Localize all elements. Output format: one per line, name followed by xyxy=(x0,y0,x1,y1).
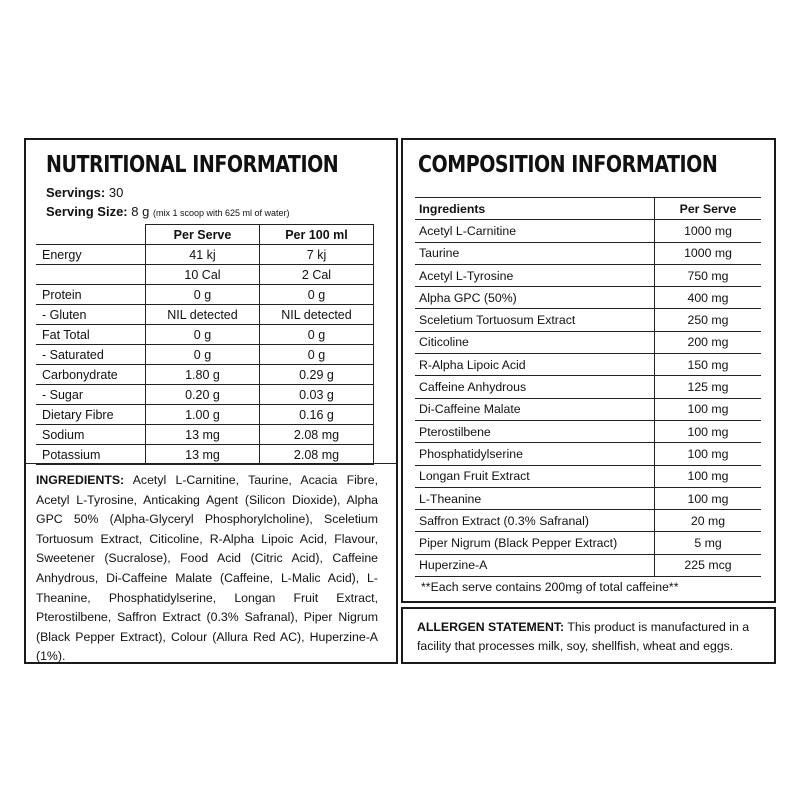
per-100ml-value: 0 g xyxy=(260,345,374,365)
ingredient-amount: 225 mcg xyxy=(655,554,762,576)
ingredient-name: Acetyl L-Carnitine xyxy=(415,220,655,242)
serving-size-line xyxy=(46,204,290,219)
nutrient-name: - Saturated xyxy=(36,345,146,365)
composition-row xyxy=(415,287,761,309)
per-serve-value: 1.00 g xyxy=(146,405,260,425)
ingredients-block xyxy=(36,471,378,667)
composition-table xyxy=(415,197,761,577)
composition-row xyxy=(415,465,761,487)
nutritional-information-panel xyxy=(24,138,398,664)
composition-row xyxy=(415,264,761,286)
composition-title: COMPOSITION INFORMATION xyxy=(418,152,718,178)
per-100ml-value: 2.08 mg xyxy=(260,425,374,445)
ingredient-name: Sceletium Tortuosum Extract xyxy=(415,309,655,331)
serving-size-value: 8 g xyxy=(131,204,150,219)
ingredient-amount: 150 mg xyxy=(655,354,762,376)
nutrition-row xyxy=(36,245,374,265)
nutrition-row xyxy=(36,285,374,305)
ingredient-amount: 100 mg xyxy=(655,398,762,420)
serving-size-label: Serving Size: xyxy=(46,204,128,219)
per-100ml-value: 0.03 g xyxy=(260,385,374,405)
composition-header-per-serve: Per Serve xyxy=(655,198,762,220)
ingredient-name: Huperzine-A xyxy=(415,554,655,576)
nutrient-name xyxy=(36,265,146,285)
ingredient-name: Piper Nigrum (Black Pepper Extract) xyxy=(415,532,655,554)
servings-value: 30 xyxy=(108,185,124,200)
per-100ml-value: 7 kj xyxy=(260,245,374,265)
ingredient-name: Pterostilbene xyxy=(415,420,655,442)
ingredient-name: Di-Caffeine Malate xyxy=(415,398,655,420)
nutrition-row xyxy=(36,425,374,445)
composition-row xyxy=(415,532,761,554)
ingredient-name: Citicoline xyxy=(415,331,655,353)
ingredient-name: Caffeine Anhydrous xyxy=(415,376,655,398)
ingredient-amount: 100 mg xyxy=(655,420,762,442)
nutrition-header-row xyxy=(36,225,374,245)
nutrition-row xyxy=(36,305,374,325)
nutrition-row xyxy=(36,365,374,385)
per-100ml-value: 0 g xyxy=(260,325,374,345)
nutrition-row xyxy=(36,405,374,425)
composition-row xyxy=(415,420,761,442)
ingredient-amount: 20 mg xyxy=(655,510,762,532)
per-serve-value: 0 g xyxy=(146,325,260,345)
per-100ml-value: 2 Cal xyxy=(260,265,374,285)
per-serve-value: 0 g xyxy=(146,285,260,305)
per-100ml-value: 0 g xyxy=(260,285,374,305)
nutrition-title: NUTRITIONAL INFORMATION xyxy=(46,152,339,178)
nutrient-name: - Gluten xyxy=(36,305,146,325)
composition-row xyxy=(415,443,761,465)
per-100ml-value: 2.08 mg xyxy=(260,445,374,465)
caffeine-note: **Each serve contains 200mg of total caffeine** xyxy=(421,580,679,594)
per-serve-value: 1.80 g xyxy=(146,365,260,385)
nutrient-name: Carbonydrate xyxy=(36,365,146,385)
ingredients-text: Acetyl L-Carnitine, Taurine, Acacia Fibre, Acetyl L-Tyrosine, Anticaking Agent (Silicon Dioxide), Alpha GPC 50% (Alpha-Glyceryl Phosphorylcholine), Sceletium Tortuosum Extract, Citicoline, R-Alpha Lipoic Acid, Flavour, Sweetener (Sucralose), Food Acid (Citric Acid), Caffeine Anhydrous, Di-Caffeine Malate (Caffeine, L-Malic Acid), L-Theanine, Phosphatidylserine, Longan Fruit Extract, Pterostilbene, Saffron Extract (0.3% Safranal), Piper Nigrum (Black Pepper Extract), Colour (Allura Red AC), Huperzine-A (1%). xyxy=(36,473,378,664)
composition-row xyxy=(415,487,761,509)
per-100ml-value: 0.29 g xyxy=(260,365,374,385)
per-100ml-value: NIL detected xyxy=(260,305,374,325)
per-serve-value: 0 g xyxy=(146,345,260,365)
composition-header-row xyxy=(415,198,761,220)
nutrition-table xyxy=(36,224,374,465)
ingredient-amount: 5 mg xyxy=(655,532,762,554)
per-100ml-value: 0.16 g xyxy=(260,405,374,425)
per-serve-value: 41 kj xyxy=(146,245,260,265)
composition-row xyxy=(415,242,761,264)
composition-row xyxy=(415,510,761,532)
ingredient-amount: 125 mg xyxy=(655,376,762,398)
composition-row xyxy=(415,309,761,331)
allergen-statement-panel xyxy=(401,607,776,664)
nutrient-name: Protein xyxy=(36,285,146,305)
nutrient-name: Potassium xyxy=(36,445,146,465)
per-serve-value: 0.20 g xyxy=(146,385,260,405)
nutrition-row xyxy=(36,445,374,465)
allergen-statement xyxy=(417,618,762,656)
composition-row xyxy=(415,354,761,376)
ingredient-amount: 200 mg xyxy=(655,331,762,353)
allergen-label: ALLERGEN STATEMENT: xyxy=(417,620,565,634)
nutrient-name: - Sugar xyxy=(36,385,146,405)
ingredients-label: INGREDIENTS: xyxy=(36,473,125,487)
ingredient-amount: 400 mg xyxy=(655,287,762,309)
ingredient-name: R-Alpha Lipoic Acid xyxy=(415,354,655,376)
nutrient-name: Sodium xyxy=(36,425,146,445)
composition-row xyxy=(415,376,761,398)
per-serve-value: 10 Cal xyxy=(146,265,260,285)
servings-line xyxy=(46,185,123,200)
ingredient-amount: 750 mg xyxy=(655,264,762,286)
ingredient-name: Acetyl L-Tyrosine xyxy=(415,264,655,286)
composition-information-panel xyxy=(401,138,776,603)
nutrition-row xyxy=(36,385,374,405)
composition-header-ingredients: Ingredients xyxy=(415,198,655,220)
per-serve-value: 13 mg xyxy=(146,425,260,445)
ingredient-amount: 250 mg xyxy=(655,309,762,331)
ingredient-amount: 1000 mg xyxy=(655,242,762,264)
nutrition-row xyxy=(36,345,374,365)
ingredient-name: Longan Fruit Extract xyxy=(415,465,655,487)
ingredient-name: Taurine xyxy=(415,242,655,264)
composition-row xyxy=(415,220,761,242)
ingredient-amount: 100 mg xyxy=(655,487,762,509)
nutrition-row xyxy=(36,265,374,285)
per-serve-value: 13 mg xyxy=(146,445,260,465)
nutrition-header-per-serve: Per Serve xyxy=(146,225,260,245)
nutrition-header-blank xyxy=(36,225,146,245)
ingredient-name: Phosphatidylserine xyxy=(415,443,655,465)
allergen-text: This product is manufactured in a facility that processes milk, soy, shellfish, wheat and eggs. xyxy=(417,620,750,653)
nutrient-name: Energy xyxy=(36,245,146,265)
ingredient-name: Saffron Extract (0.3% Safranal) xyxy=(415,510,655,532)
ingredient-name: L-Theanine xyxy=(415,487,655,509)
ingredient-name: Alpha GPC (50%) xyxy=(415,287,655,309)
ingredient-amount: 100 mg xyxy=(655,465,762,487)
servings-label: Servings: xyxy=(46,185,106,200)
composition-row xyxy=(415,554,761,576)
serving-size-note: (mix 1 scoop with 625 ml of water) xyxy=(152,208,290,218)
nutrient-name: Dietary Fibre xyxy=(36,405,146,425)
composition-row xyxy=(415,398,761,420)
composition-row xyxy=(415,331,761,353)
per-serve-value: NIL detected xyxy=(146,305,260,325)
ingredient-amount: 100 mg xyxy=(655,443,762,465)
nutrition-header-per-100ml: Per 100 ml xyxy=(260,225,374,245)
ingredient-amount: 1000 mg xyxy=(655,220,762,242)
nutrition-row xyxy=(36,325,374,345)
ingredients-divider xyxy=(26,463,396,464)
nutrient-name: Fat Total xyxy=(36,325,146,345)
